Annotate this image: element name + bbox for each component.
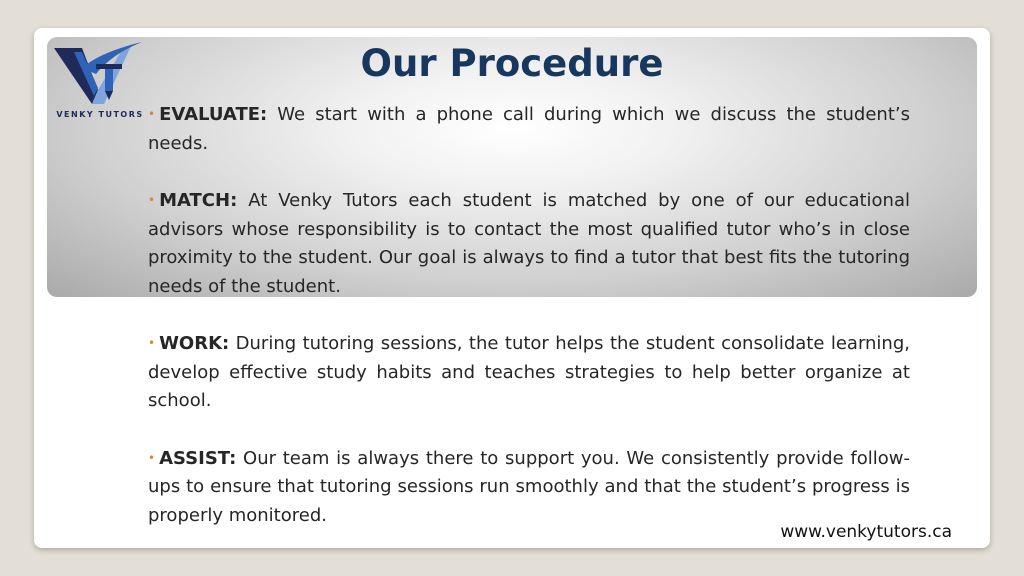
item-text: Our team is always there to support you. We consistently provide follow-ups to ensure that tutoring sessions run smoothly and that the student’s progress is properly monitored. (148, 447, 910, 526)
slide (34, 28, 990, 548)
list-item-match (148, 186, 910, 301)
item-label: MATCH: (159, 190, 238, 211)
list-item-work (148, 329, 910, 416)
item-label: WORK: (159, 333, 230, 354)
logo-text: VENKY TUTORS (56, 110, 144, 119)
item-text: At Venky Tutors each student is matched by one of our educational advisors whose responsibility is to contact the most qualified tutor who’s in close proximity to the student. Our goal is always to find a tutor that best fits the tutoring needs of the student. (148, 190, 910, 297)
list-item-evaluate (148, 100, 910, 158)
item-label: ASSIST: (159, 447, 237, 469)
item-label: EVALUATE: (159, 104, 268, 125)
page-title: Our Procedure (360, 42, 664, 85)
item-text: During tutoring sessions, the tutor helps the student consolidate learning, develop effective study habits and teaches strategies to help better organize at school. (148, 333, 910, 411)
website-link[interactable]: www.venkytutors.ca (780, 522, 952, 542)
list-item-assist (148, 444, 910, 531)
bullet-icon: • (148, 107, 156, 121)
bullet-icon: • (148, 193, 156, 207)
procedure-list (148, 100, 910, 558)
bullet-icon: • (148, 336, 156, 350)
item-text: We start with a phone call during which we discuss the student’s needs. (148, 104, 910, 154)
bullet-icon: • (148, 450, 156, 465)
